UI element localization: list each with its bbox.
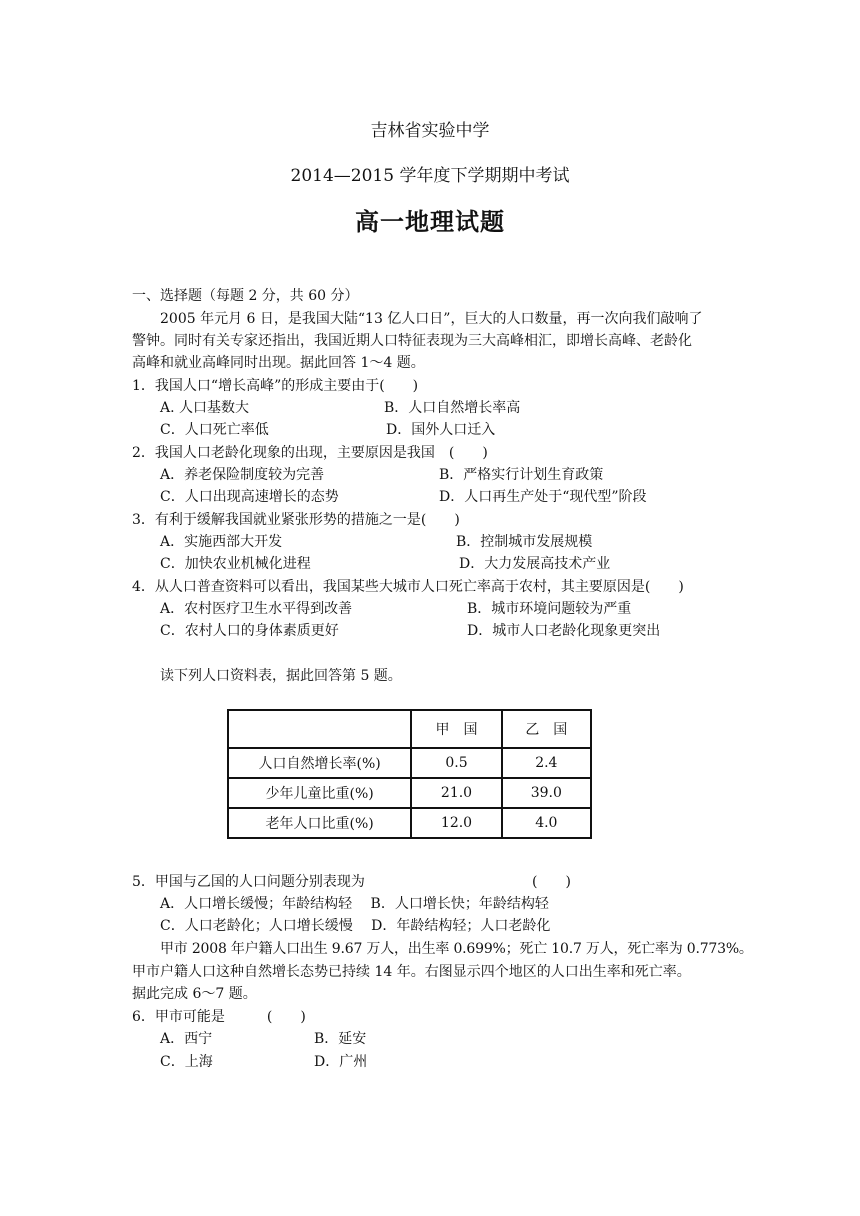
question-4-option-c: C．农村人口的身体素质更好 [160,623,339,639]
question-6-option-b: B．延安 [314,1031,367,1047]
question-5-options-line-2: C．人口老龄化；人口增长缓慢 D．年龄结构轻；人口老龄化 [160,918,551,934]
table-row [228,808,591,838]
question-1-stem: 1．我国人口“增长高峰”的形成主要由于( ) [132,378,419,394]
question-4-option-a: A．农村医疗卫生水平得到改善 [160,601,353,617]
question-2-option-a: A．养老保险制度较为完善 [160,467,325,483]
question-5-stem: 5．甲国与乙国的人口问题分别表现为 [132,874,365,890]
table-cell: 4.0 [502,808,591,838]
table-header-cell: 乙 国 [502,710,591,748]
question-3-option-a: A．实施西部大开发 [160,534,283,550]
question-3-option-b: B．控制城市发展规模 [456,534,593,550]
table-cell: 2.4 [502,748,591,778]
passage-line-2: 甲市户籍人口这种自然增长态势已持续 14 年。右图显示四个地区的人口出生率和死亡率。 [132,964,691,980]
passage-line-3: 据此完成 6～7 题。 [132,986,257,1002]
table-cell: 12.0 [411,808,501,838]
exam-subject-title: 高一地理试题 [355,207,505,236]
exam-term: 2014—2015 学年度下学期期中考试 [290,166,570,186]
question-4-option-d: D．城市人口老龄化现象更突出 [467,623,661,639]
question-2-option-d: D．人口再生产处于“现代型”阶段 [439,489,647,505]
table-cell: 21.0 [411,778,501,808]
question-3-option-d: D．大力发展高技术产业 [459,556,611,572]
question-4-option-b: B．城市环境问题较为严重 [467,601,632,617]
question-6-option-d: D．广州 [314,1054,368,1070]
intro-line-1: 2005 年元月 6 日，是我国大陆“13 亿人口日”，巨大的人口数量，再一次向我们敲响了 [160,311,703,327]
school-name: 吉林省实验中学 [370,121,490,141]
question-6-stem: 6．甲市可能是 ( ) [132,1009,306,1025]
table-cell: 39.0 [502,778,591,808]
question-3-stem: 3．有利于缓解我国就业紧张形势的措施之一是( ) [132,512,460,528]
table-header-row [228,710,591,748]
question-1-option-d: D．国外人口迁入 [386,422,496,438]
table-header-cell: 甲 国 [411,710,501,748]
question-1-option-c: C．人口死亡率低 [160,422,269,438]
question-3-option-c: C．加快农业机械化进程 [160,556,311,572]
table-intro: 读下列人口资料表，据此回答第 5 题。 [160,668,402,684]
table-cell: 人口自然增长率(%) [228,748,411,778]
table-cell: 0.5 [411,748,501,778]
table-header-cell [228,710,411,748]
table-cell: 老年人口比重(%) [228,808,411,838]
passage-line-1: 甲市 2008 年户籍人口出生 9.67 万人，出生率 0.699%；死亡 10.7 万人，死亡率为 0.773%。 [160,941,753,957]
question-6-option-c: C．上海 [160,1054,213,1070]
question-1-option-b: B．人口自然增长率高 [384,400,521,416]
question-5-options-line-1: A．人口增长缓慢；年龄结构轻 B．人口增长快；年龄结构轻 [160,896,549,912]
question-4-stem: 4．从人口普查资料可以看出，我国某些大城市人口死亡率高于农村，其主要原因是( ) [132,579,684,595]
intro-line-3: 高峰和就业高峰同时出现。据此回答 1～4 题。 [132,355,425,371]
question-2-option-c: C．人口出现高速增长的态势 [160,489,339,505]
population-table [227,709,592,839]
table-row [228,748,591,778]
question-2-option-b: B．严格实行计划生育政策 [439,467,604,483]
question-1-option-a: A. 人口基数大 [160,400,250,416]
section-heading: 一、选择题（每题 2 分，共 60 分） [132,288,359,304]
question-2-stem: 2．我国人口老龄化现象的出现，主要原因是我国 ( ) [132,445,488,461]
question-6-option-a: A．西宁 [160,1031,213,1047]
table-row [228,778,591,808]
question-5-answer-blank: ( ) [532,874,571,890]
intro-line-2: 警钟。同时有关专家还指出，我国近期人口特征表现为三大高峰相汇，即增长高峰、老龄化 [132,333,692,349]
table-cell: 少年儿童比重(%) [228,778,411,808]
